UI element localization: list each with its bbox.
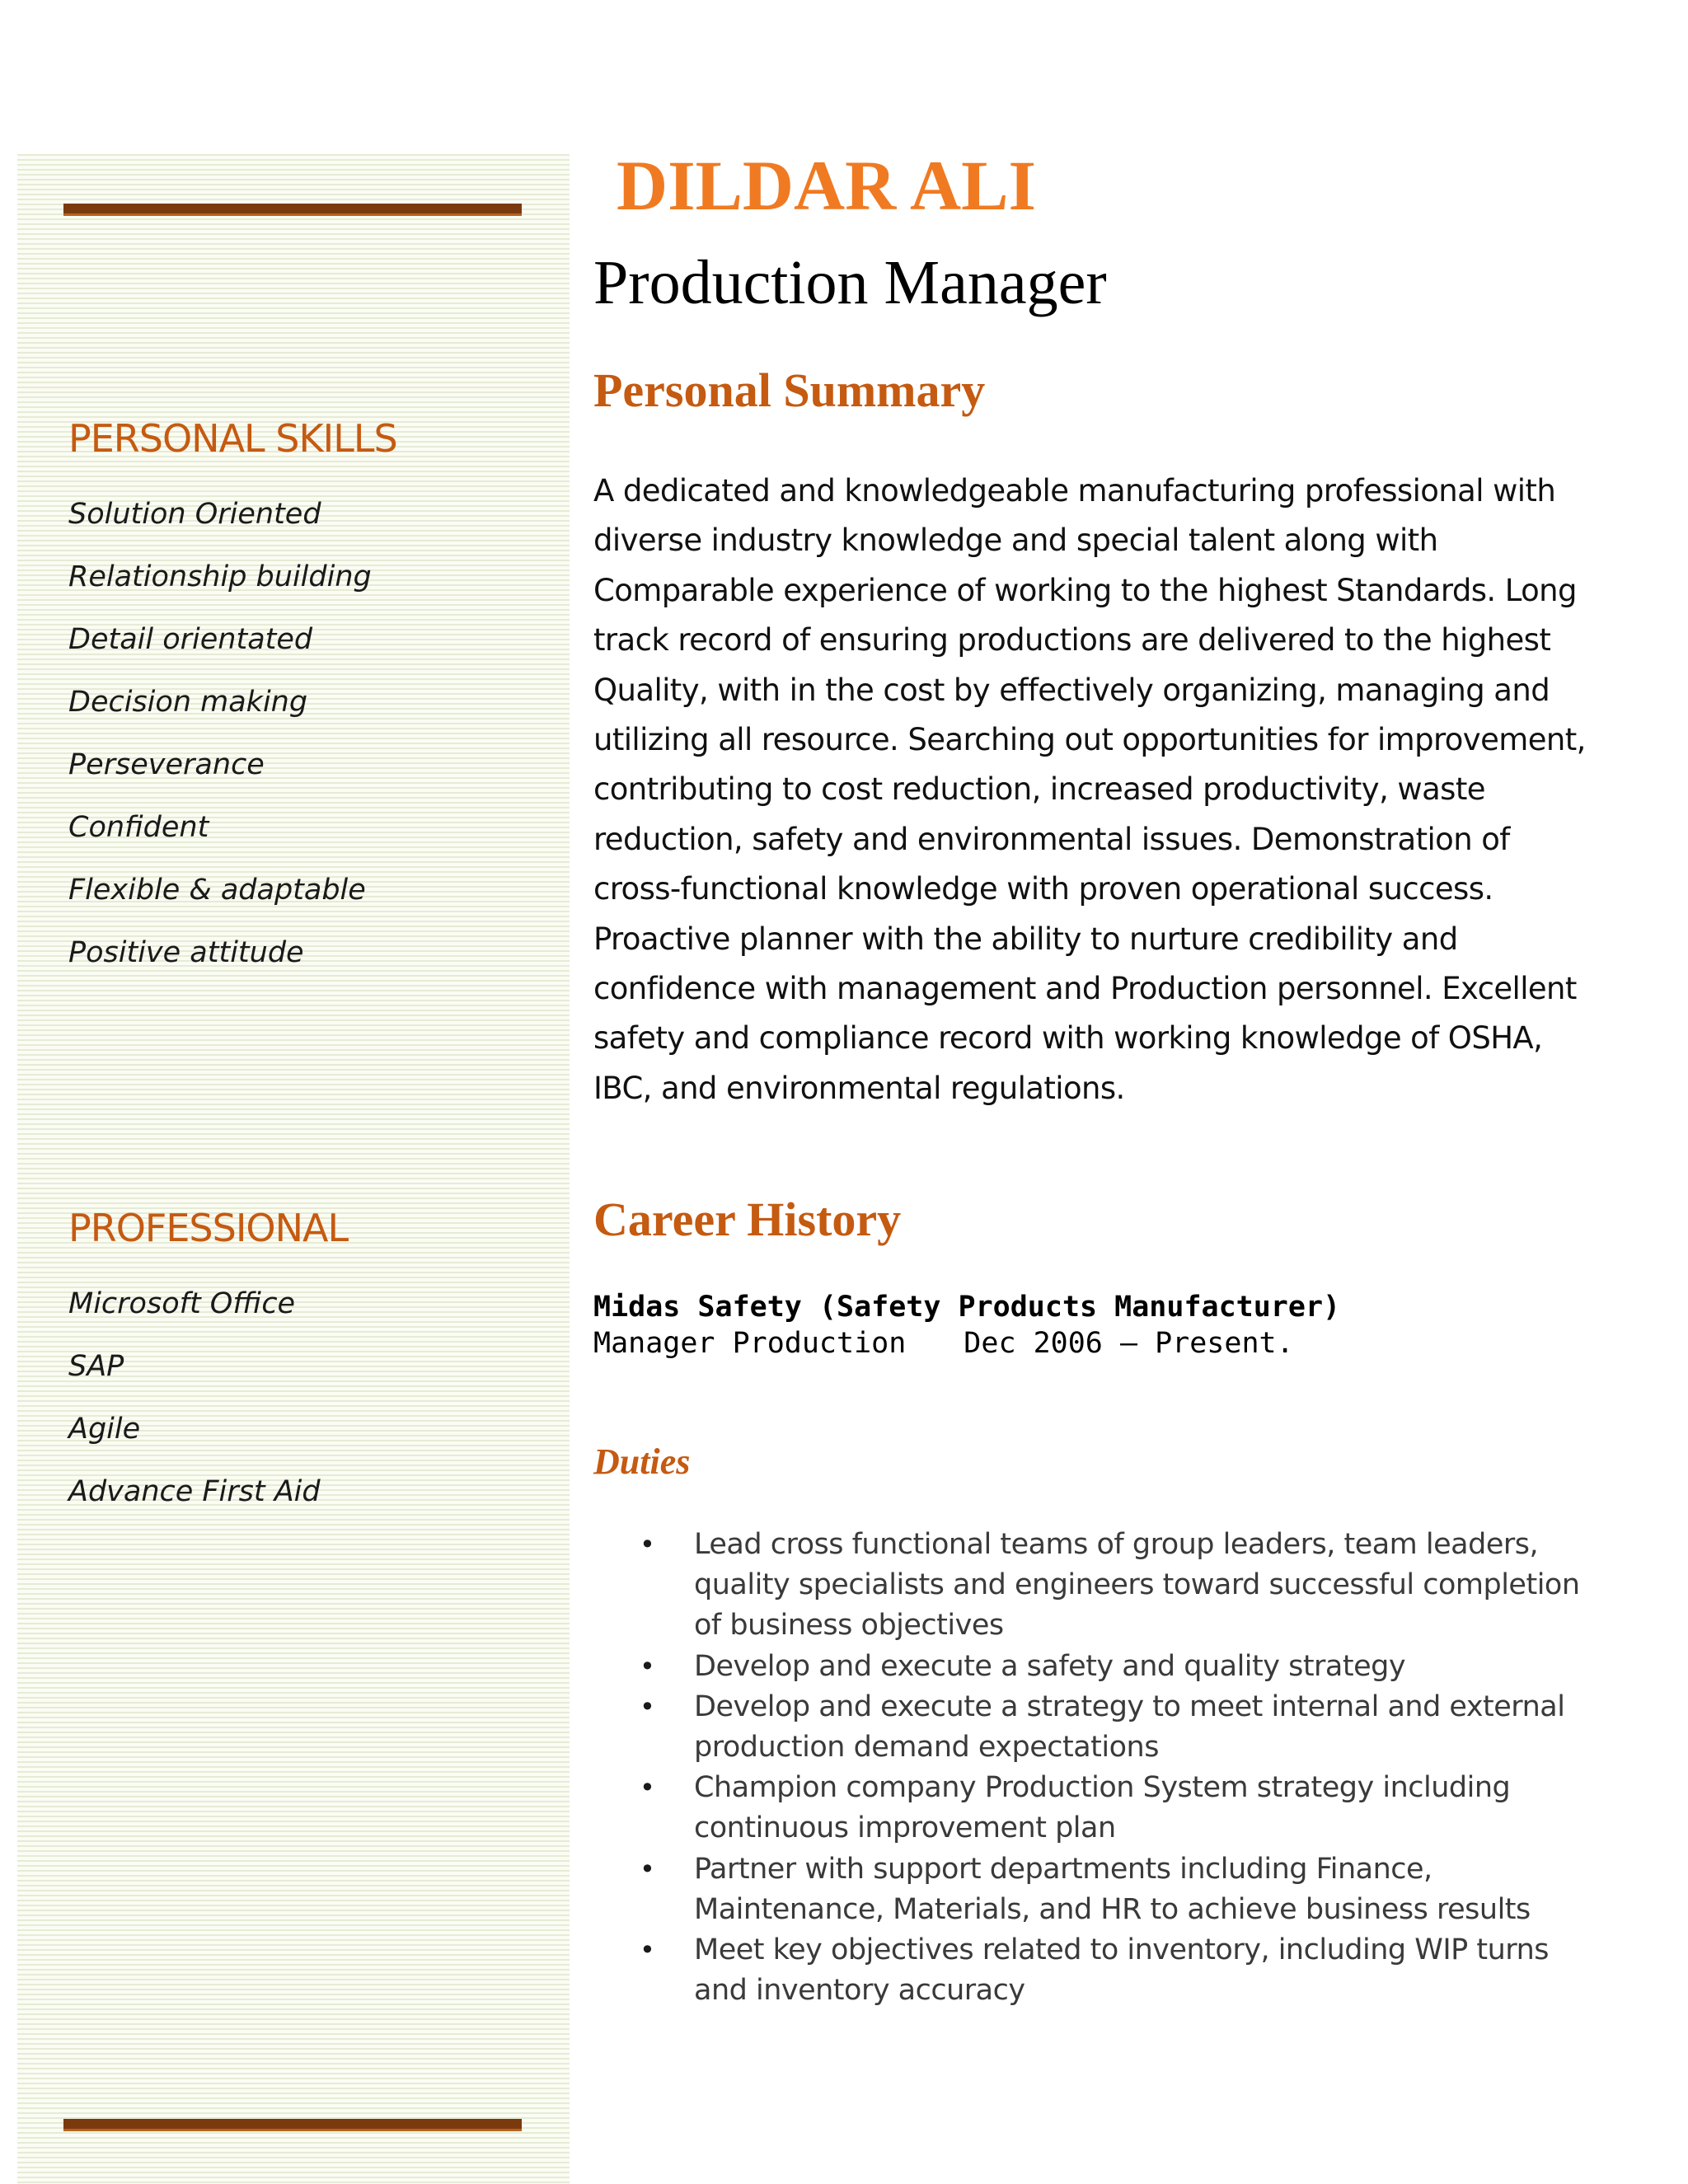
bullet-icon: • — [640, 1690, 655, 1722]
company-name: Midas Safety (Safety Products Manufacturer) — [593, 1291, 1341, 1324]
bullet-icon: • — [640, 1650, 655, 1682]
professional-item: Microsoft Office — [68, 1287, 296, 1320]
personal-skills-list — [68, 483, 372, 984]
duty-text: Partner with support departments including Finance, Maintenance, Materials, and HR to achieve business results — [694, 1852, 1531, 1926]
personal-summary-text: A dedicated and knowledgeable manufacturing professional with diverse industry knowledge and special talent along with Comparable experience of working to the highest Standards. Long track record of ensuring productions are delivered to the highest Quality, with in the cost by effectively organizing, managing and utilizing all resource. Searching out opportunities for improvement, contributing to cost reduction, increased productivity, waste reduction, safety and environmental issues. Demonstration of cross-functional knowledge with proven operational success. Proactive planner with the ability to nurture credibility and confidence with management and Production personnel. Excellent safety and compliance record with working knowledge of OSHA, IBC, and environmental regulations. — [593, 473, 1586, 1106]
skill-item: Flexible & adaptable — [68, 874, 366, 907]
personal-skills-heading: PERSONAL SKILLS — [68, 416, 397, 461]
sidebar-bottom-rule — [63, 2119, 522, 2131]
bullet-icon: • — [640, 1853, 655, 1885]
professional-item: Agile — [68, 1413, 141, 1446]
duty-text: Develop and execute a strategy to meet internal and external production demand expectations — [694, 1690, 1565, 1765]
duties-list — [640, 1525, 1596, 2011]
job-title: Production Manager — [593, 248, 1107, 317]
duty-text: Meet key objectives related to inventory, including WIP turns and inventory accuracy — [694, 1933, 1549, 2008]
professional-item: Advance First Aid — [68, 1475, 321, 1508]
personal-summary-heading: Personal Summary — [593, 363, 986, 417]
sidebar — [17, 154, 570, 2184]
duty-item — [640, 1525, 1596, 1647]
professional-heading: PROFESSIONAL — [68, 1206, 349, 1250]
role-title: Manager Production — [593, 1327, 907, 1360]
skill-item: Perseverance — [68, 748, 265, 781]
duty-item — [640, 1647, 1596, 1687]
bullet-icon: • — [640, 1934, 655, 1966]
skill-item: Relationship building — [68, 560, 372, 593]
duties-heading: Duties — [593, 1441, 691, 1482]
position-line — [593, 1327, 1294, 1360]
duty-item — [640, 1687, 1596, 1768]
duty-text: Develop and execute a safety and quality strategy — [694, 1649, 1406, 1683]
duty-item — [640, 1768, 1596, 1849]
duty-item — [640, 1849, 1596, 1930]
role-dates: Dec 2006 – Present. — [964, 1327, 1294, 1360]
bullet-icon: • — [640, 1529, 655, 1560]
skill-item: Confident — [68, 811, 209, 844]
duty-text: Champion company Production System strategy including continuous improvement plan — [694, 1771, 1511, 1845]
skill-item: Decision making — [68, 686, 308, 719]
skill-item: Solution Oriented — [68, 498, 321, 531]
bullet-icon: • — [640, 1772, 655, 1804]
sidebar-top-rule — [63, 204, 522, 216]
career-history-heading: Career History — [593, 1193, 902, 1246]
duty-text: Lead cross functional teams of group leaders, team leaders, quality specialists and engineers toward successful completion of business objectives — [694, 1528, 1580, 1643]
skill-item: Detail orientated — [68, 623, 313, 656]
professional-item: SAP — [68, 1350, 124, 1383]
professional-list — [68, 1272, 321, 1523]
duty-item — [640, 1930, 1596, 2011]
skill-item: Positive attitude — [68, 936, 304, 969]
candidate-name: DILDAR ALI — [617, 146, 1036, 225]
